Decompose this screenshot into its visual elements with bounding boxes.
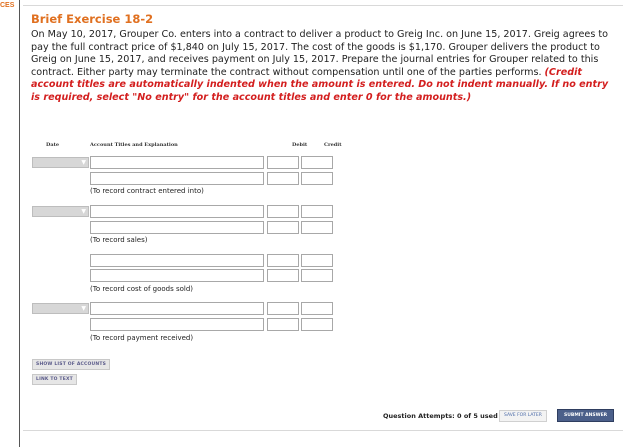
debit-input-1b[interactable] — [267, 172, 299, 185]
account-input-2a[interactable] — [90, 205, 264, 218]
attempts-counter: Question Attempts: 0 of 5 used — [383, 412, 498, 420]
account-input-2b[interactable] — [90, 221, 264, 234]
top-divider — [23, 0, 623, 6]
date-select-4[interactable] — [32, 303, 89, 314]
chevron-down-icon: ▼ — [81, 305, 86, 312]
debit-header: Debit — [292, 142, 308, 148]
entry-note-3: (To record cost of goods sold) — [90, 285, 194, 293]
debit-input-1a[interactable] — [267, 156, 299, 169]
link-to-text-button[interactable]: LINK TO TEXT — [32, 374, 77, 385]
bottom-divider — [23, 430, 623, 431]
instruction-text: (Credit account titles are automatically indented when the amount is entered. Do not indent manually. If no entry is required, select "No entry" for the account titles and enter 0 for the amounts.) — [31, 66, 609, 103]
account-input-3a[interactable] — [90, 254, 264, 267]
credit-header: Credit — [324, 142, 342, 148]
account-input-3b[interactable] — [90, 269, 264, 282]
date-header: Date — [46, 142, 60, 148]
debit-input-3b[interactable] — [267, 269, 299, 282]
account-header: Account Titles and Explanation — [90, 142, 178, 148]
account-input-1a[interactable] — [90, 156, 264, 169]
account-input-4b[interactable] — [90, 318, 264, 331]
debit-input-4b[interactable] — [267, 318, 299, 331]
entry-note-4: (To record payment received) — [90, 334, 194, 342]
debit-input-3a[interactable] — [267, 254, 299, 267]
show-accounts-button[interactable]: SHOW LIST OF ACCOUNTS — [32, 359, 110, 370]
date-select-1[interactable] — [32, 157, 89, 168]
credit-input-3b[interactable] — [301, 269, 333, 282]
account-input-4a[interactable] — [90, 302, 264, 315]
left-rail — [0, 0, 19, 447]
debit-input-4a[interactable] — [267, 302, 299, 315]
credit-input-4b[interactable] — [301, 318, 333, 331]
date-select-2[interactable] — [32, 206, 89, 217]
exercise-title: Brief Exercise 18-2 — [31, 12, 154, 26]
debit-input-2b[interactable] — [267, 221, 299, 234]
entry-note-2: (To record sales) — [90, 236, 148, 244]
save-for-later-button[interactable]: SAVE FOR LATER — [499, 410, 547, 422]
question-panel — [23, 0, 628, 447]
credit-input-1a[interactable] — [301, 156, 333, 169]
credit-input-3a[interactable] — [301, 254, 333, 267]
problem-text: On May 10, 2017, Grouper Co. enters into a contract to deliver a product to Greig Inc. on June 15, 2017. Greig agrees to pay the full contract price of $1,840 on July 15, 2017. The cost of the goods is $1,170. Grouper delivers the product to Greig on June 15, 2017, and receives payment on July 15, 2017. Prepare the journal entries for Grouper related to this contract. Either party may terminate the contract without compensation until one of the parties performs. — [31, 29, 608, 78]
exercise-body — [31, 29, 618, 105]
credit-input-4a[interactable] — [301, 302, 333, 315]
credit-input-2b[interactable] — [301, 221, 333, 234]
submit-answer-button[interactable]: SUBMIT ANSWER — [557, 409, 614, 422]
credit-input-1b[interactable] — [301, 172, 333, 185]
debit-input-2a[interactable] — [267, 205, 299, 218]
credit-input-2a[interactable] — [301, 205, 333, 218]
chevron-down-icon: ▼ — [81, 208, 86, 215]
chevron-down-icon: ▼ — [81, 159, 86, 166]
entry-note-1: (To record contract entered into) — [90, 187, 204, 195]
rail-label: CES — [0, 2, 15, 9]
rail-divider — [19, 0, 20, 447]
account-input-1b[interactable] — [90, 172, 264, 185]
